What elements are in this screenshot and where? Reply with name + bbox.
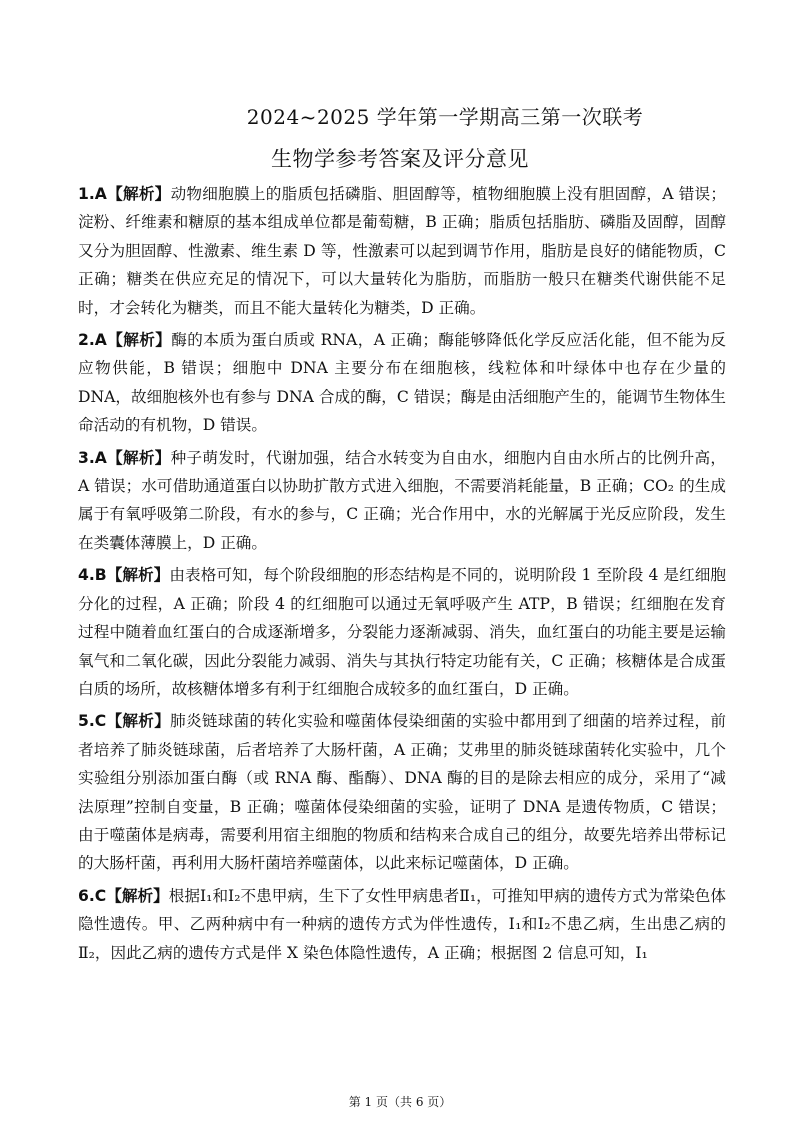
answer-text: 种子萌发时，代谢加强，结合水转变为自由水，细胞内自由水所占的比例升高，A 错误；水可借助通道蛋白以协助扩散方式进入细胞，不需要消耗能量，B 正确；CO₂ 的生成属于有氧呼吸第二阶段，有水的参与，C 正确；光合作用中，水的光解属于光反应阶段，发生在类囊体薄膜上，D 正确。 (78, 448, 726, 552)
answer-text: 酶的本质为蛋白质或 RNA，A 正确；酶能够降低化学反应活化能，但不能为反应物供能，B 错误；细胞中 DNA 主要分布在细胞核，线粒体和叶绿体中也存在少量的 DNA，故细胞核外也有参与 DNA 合成的酶，C 错误；酶是由活细胞产生的，能调节生物体生命活动的有机物，D 错误。 (78, 331, 726, 435)
answer-label: 2.A【解析】 (78, 331, 172, 350)
answer-label: 4.B【解析】 (78, 566, 170, 585)
answer-list (78, 180, 726, 971)
answer-label: 1.A【解析】 (78, 185, 171, 203)
answer-text: 动物细胞膜上的脂质包括磷脂、胆固醇等，植物细胞膜上没有胆固醇，A 错误；淀粉、纤维素和糖原的基本组成单位都是葡萄糖，B 正确；脂质包括脂肪、磷脂及固醇，固醇又分为胆固醇、性激素、维生素 D 等，性激素可以起到调节作用，脂肪是良好的储能物质，C 正确；糖类在供应充足的情况下，可以大量转化为脂肪，而脂肪一般只在糖类代谢供能不足时，才会转化为糖类，而且不能大量转化为糖类，D 正确。 (78, 185, 727, 317)
answer-text: 由表格可知，每个阶段细胞的形态结构是不同的，说明阶段 1 至阶段 4 是红细胞分化的过程，A 正确；阶段 4 的红细胞可以通过无氧呼吸产生 ATP，B 错误；红细胞在发育过程中随着血红蛋白的合成逐渐增多，分裂能力逐渐减弱、消失，血红蛋白的功能主要是运输氧气和二氧化碳，因此分裂能力减弱、消失与其执行特定功能有关，C 正确；核糖体是合成蛋白质的场所，故核糖体增多有利于红细胞合成较多的血红蛋白，D 正确。 (78, 566, 726, 698)
answer-item (78, 882, 726, 967)
answer-item (78, 180, 726, 322)
answer-item (78, 326, 726, 440)
answer-text: 肺炎链球菌的转化实验和噬菌体侵染细菌的实验中都用到了细菌的培养过程，前者培养了肺炎链球菌，后者培养了大肠杆菌，A 正确；艾弗里的肺炎链球菌转化实验中，几个实验组分别添加蛋白酶（或 RNA 酶、酯酶）、DNA 酶的目的是除去相应的成分，采用了“减法原理”控制自变量，B 正确；噬菌体侵染细菌的实验，证明了 DNA 是遗传物质，C 错误；由于噬菌体是病毒，需要利用宿主细胞的物质和结构来合成自己的组分，故要先培养出带标记的大肠杆菌，再利用大肠杆菌培养噬菌体，以此来标记噬菌体，D 正确。 (78, 712, 726, 873)
answer-text: 根据Ⅰ₁和Ⅰ₂不患甲病，生下了女性甲病患者Ⅱ₁，可推知甲病的遗传方式为常染色体隐性遗传。甲、乙两种病中有一种病的遗传方式为伴性遗传，Ⅰ₁和Ⅰ₂不患乙病，生出患乙病的Ⅱ₂，因此乙病的遗传方式是伴 X 染色体隐性遗传，A 正确；根据图 2 信息可知，Ⅰ₁ (78, 886, 726, 962)
answer-item (78, 444, 726, 558)
exam-title: 2024~2025 学年第一学期高三第一次联考 (246, 105, 644, 129)
answer-label: 6.C【解析】 (78, 886, 169, 905)
answer-item (78, 561, 726, 703)
answer-label: 3.A【解析】 (78, 448, 171, 467)
answer-key-subtitle: 生物学参考答案及评分意见 (271, 147, 529, 171)
page-number: 第 1 页（共 6 页） (348, 1095, 452, 1109)
answer-label: 5.C【解析】 (78, 712, 171, 731)
answer-item (78, 707, 726, 877)
